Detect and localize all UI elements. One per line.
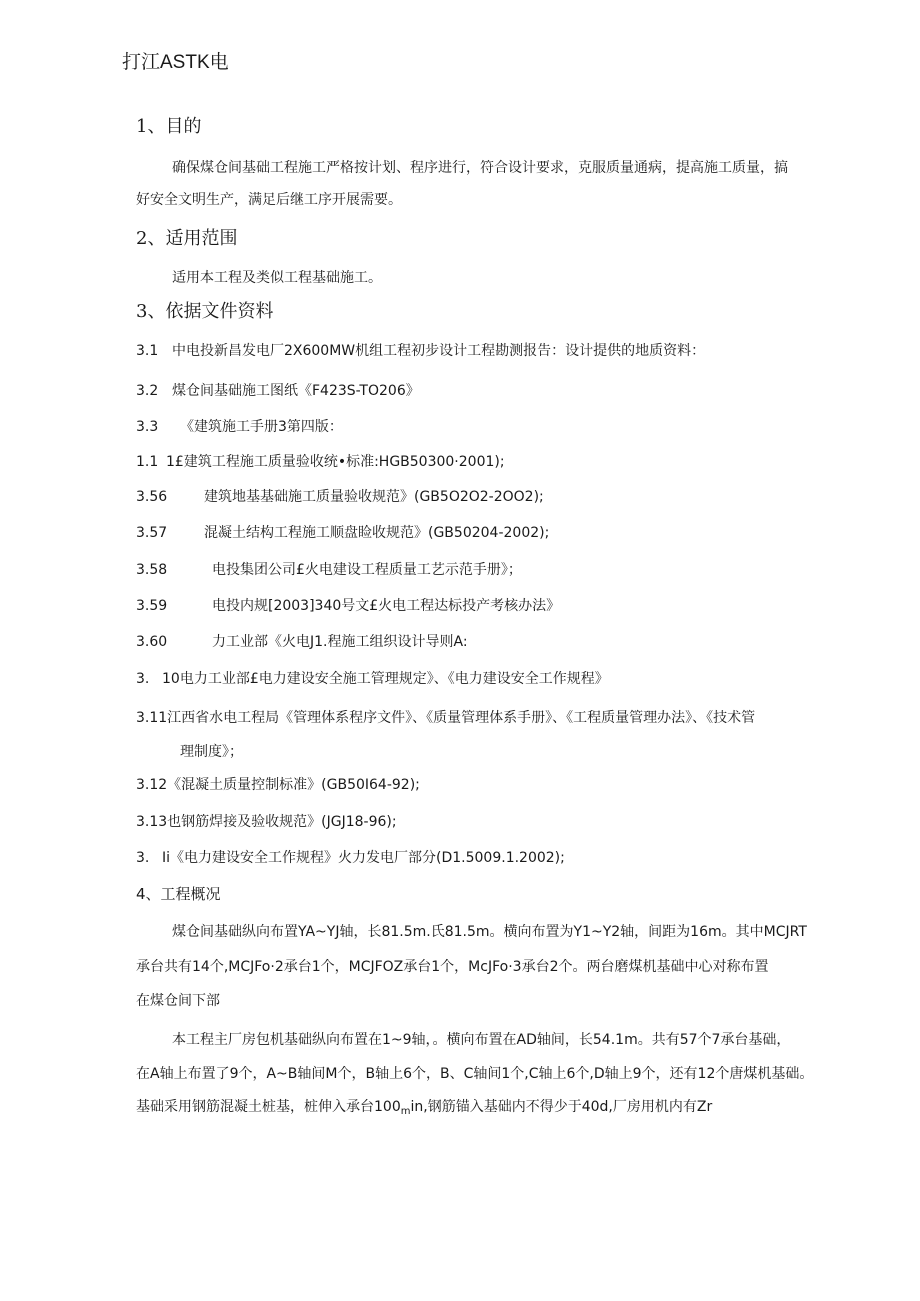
ref-text: 《混凝土质量控制标准》(GB50I64-92); xyxy=(167,777,420,793)
ref-text: 混凝土结构工程施工顺盘睑收规范》(GB50204-2002); xyxy=(204,525,550,541)
ref-item xyxy=(136,708,755,728)
ref-item xyxy=(136,417,343,437)
section-4-para2-line-2: 在A轴上布置了9个，A~B轴间M个，B轴上6个，B、C轴间1个,C轴上6个,D轴上9个，还有12个唐煤机基础。 xyxy=(136,1066,814,1082)
ref-number: 3.11 xyxy=(136,710,168,726)
section-4-para1-line-1: 煤仓间基础纵向布置YA~YJ轴，长81.5m.氏81.5m。横向布置为Y1~Y2轴，间距为16m。其中MCJRT xyxy=(172,924,807,940)
ref-number: 3.57 xyxy=(136,525,168,541)
ref-item-continuation xyxy=(180,742,243,762)
ref-item xyxy=(136,669,609,689)
ref-number: 3. xyxy=(136,850,150,866)
ref-number: 3.60 xyxy=(136,634,168,650)
ref-item xyxy=(136,523,549,543)
ref-text: 理制度》； xyxy=(180,744,243,760)
ref-text: 10电力工业部£电力建设安全施工管理规定》、《电力建设安全工作规程》 xyxy=(162,671,609,687)
ref-item xyxy=(136,381,420,401)
ref-item xyxy=(136,487,544,507)
section-2-para: 适用本工程及类似工程基础施工。 xyxy=(172,270,382,286)
ref-text: Ii《电力建设安全工作规程》火力发电厂部分(D1.5009.1.2002); xyxy=(162,850,565,866)
section-4-para1-line-2: 承台共有14个,MCJFo·2承台1个，MCJFOZ承台1个，McJFo·3承台2个。两台磨煤机基础中心对称布置 xyxy=(136,959,769,975)
ref-text: 江西省水电工程局《管理体系程序文件》、《质量管理体系手册》、《工程质量管理办法》、《技术管 xyxy=(167,710,756,726)
text-run: 基础采用钢筋混凝土桩基，桩伸入承台100 xyxy=(136,1099,401,1115)
ref-number: 3.12 xyxy=(136,777,168,793)
ref-number: 3.59 xyxy=(136,598,168,614)
page-header: 打江ASTK电 xyxy=(122,52,229,73)
ref-item xyxy=(136,775,420,795)
ref-item xyxy=(136,812,397,832)
section-1-para-line-1: 确保煤仓间基础工程施工严格按计划、程序进行，符合设计要求，克服质量通病，提高施工质量，搞 xyxy=(172,160,788,176)
section-4-para2-line-1: 本工程主厂房包机基础纵向布置在1~9轴，。横向布置在AD轴间，长54.1m。共有57个7承台基础， xyxy=(172,1032,791,1048)
ref-item xyxy=(136,848,565,868)
ref-number: 3.1 xyxy=(136,343,159,359)
section-1-para-line-2: 好安全文明生产，满足后继工序开展需要。 xyxy=(136,192,402,208)
ref-number: 3.56 xyxy=(136,489,168,505)
section-3-heading: 3、依据文件资料 xyxy=(136,301,274,322)
ref-text: 也钢筋焊接及验收规范》(JGJ18-96); xyxy=(167,814,397,830)
ref-text: 《建筑施工手册3第四版： xyxy=(180,419,343,435)
ref-text: 1£建筑工程施工质量验收统•标准:HGB50300·2001); xyxy=(166,454,505,470)
ref-item xyxy=(136,560,522,580)
ref-number: 3.2 xyxy=(136,383,159,399)
section-1-heading: 1、目的 xyxy=(136,116,202,137)
ref-item xyxy=(136,452,505,472)
ref-number: 3.58 xyxy=(136,562,168,578)
subscript-run: m xyxy=(400,1106,411,1117)
ref-item xyxy=(136,341,705,361)
section-2-heading: 2、适用范围 xyxy=(136,228,238,249)
text-run: in,钢筋锚入基础内不得少于40d,厂房用机内有Zr xyxy=(410,1099,713,1115)
ref-item xyxy=(136,632,468,652)
ref-text: 力工业部《火电J1.程施工组织设计导则A: xyxy=(212,634,468,650)
section-4-para1-line-3: 在煤仓间下部 xyxy=(136,993,220,1009)
ref-text: 电投内规[2003]340号文£火电工程达标投产考核办法》 xyxy=(212,598,561,614)
ref-text: 中电投新昌发电厂2X600MW机组工程初步设计工程勘测报告：设计提供的地质资料： xyxy=(172,343,706,359)
ref-number: 1.1 xyxy=(136,454,159,470)
section-4-heading: 4、工程概况 xyxy=(136,885,221,903)
ref-item xyxy=(136,596,560,616)
ref-text: 电投集团公司£火电建设工程质量工艺示范手册》； xyxy=(212,562,522,578)
ref-number: 3. xyxy=(136,671,150,687)
ref-number: 3.13 xyxy=(136,814,168,830)
section-4-para2-line-3 xyxy=(136,1097,712,1122)
ref-number: 3.3 xyxy=(136,419,159,435)
ref-text: 建筑地基基础施工质量验收规范》(GB5O2O2-2OO2); xyxy=(204,489,544,505)
ref-text: 煤仓间基础施工图纸《F423S-TO206》 xyxy=(172,383,420,399)
